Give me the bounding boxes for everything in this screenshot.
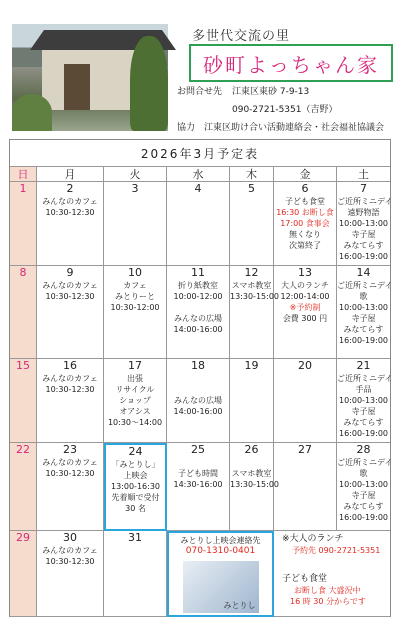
- day-number: 18: [191, 359, 205, 372]
- day-number: 3: [131, 182, 139, 195]
- event-line: 手品: [355, 385, 372, 394]
- event-line: 30 名: [125, 504, 146, 513]
- event-line: 寺子屋: [351, 314, 376, 323]
- day-cell: [10, 182, 37, 266]
- event-line: 先着順で受付: [111, 493, 160, 502]
- event-line: ご近所ミニデイ: [337, 458, 393, 467]
- event-line: ご近所ミニデイ: [337, 281, 393, 290]
- day-number: 30: [63, 531, 77, 544]
- day-cell: [10, 359, 37, 443]
- day-number: 13: [298, 266, 312, 279]
- day-cell: [337, 359, 393, 443]
- contact-label: お問合せ先: [177, 87, 223, 97]
- phone: 090-2721-5351（吉野）: [232, 105, 338, 115]
- subtitle: 多世代交流の里: [192, 29, 291, 44]
- calendar-table: [9, 139, 391, 617]
- note-lunch-reserve: 予約先 090-2721-5351: [292, 546, 381, 555]
- poster-image: [183, 561, 259, 613]
- day-cell: [337, 266, 393, 359]
- house-photo: [12, 24, 168, 131]
- event-line: [167, 373, 229, 384]
- day-number: 23: [63, 443, 77, 456]
- weekday-header: 月: [37, 167, 104, 182]
- event-line: みんなのカフェ: [42, 374, 98, 383]
- event-line: みんなのカフェ: [42, 458, 98, 467]
- event-line: みとりーと: [115, 292, 155, 301]
- event-line: 14:30-16:00: [173, 480, 223, 489]
- note-contact: [167, 531, 274, 617]
- event-line: [167, 384, 229, 395]
- day-number: 26: [244, 443, 259, 456]
- event-line: 歌: [359, 469, 368, 478]
- day-cell: [274, 182, 337, 266]
- event-line: みんなのカフェ: [42, 281, 98, 290]
- header: [0, 0, 401, 135]
- event-line: [230, 457, 273, 468]
- event-line: 出張: [127, 374, 143, 383]
- event-line: みなてらす: [343, 241, 384, 250]
- title-box: [189, 44, 393, 82]
- event-line: 10:00-13:00: [339, 480, 388, 489]
- day-cell: [167, 182, 230, 266]
- day-number: 29: [16, 531, 30, 544]
- event-line: みんなの広場: [174, 314, 222, 323]
- note-lunch: [274, 531, 390, 617]
- day-cell: [274, 359, 337, 443]
- day-cell: [104, 182, 167, 266]
- event-line: 上映会: [123, 471, 148, 480]
- event-line: 14:00-16:00: [173, 407, 223, 416]
- day-cell: [37, 359, 104, 443]
- event-line: 寺子屋: [351, 491, 376, 500]
- event-line: 折り紙教室: [178, 281, 218, 290]
- poster-title: みとりし: [223, 601, 256, 610]
- event-line: 無くなり: [289, 230, 321, 239]
- event-line: オアシス: [119, 407, 151, 416]
- event-line: カフェ: [123, 281, 147, 290]
- day-cell: [230, 359, 274, 443]
- event-line: みなてらす: [343, 418, 384, 427]
- day-cell: [230, 443, 279, 531]
- day-number: 6: [301, 182, 309, 195]
- day-number: 22: [16, 443, 30, 456]
- event-line: 10:30-12:30: [45, 385, 95, 394]
- event-line: 10:30-12:30: [45, 469, 95, 478]
- day-cell: [10, 531, 37, 617]
- event-line: 10:00-12:00: [173, 292, 223, 301]
- day-cell: [104, 266, 167, 359]
- event-line: 10:30-12:30: [45, 208, 95, 217]
- day-number: 15: [16, 359, 30, 372]
- event-line: 次第終了: [289, 241, 321, 250]
- day-number: 1: [19, 182, 27, 195]
- day-cell: [104, 531, 167, 617]
- event-line: みなてらす: [343, 502, 384, 511]
- event-line: 10:30-12:30: [45, 557, 95, 566]
- weekday-header: 水: [167, 167, 230, 182]
- event-line: ご近所ミニデイ: [337, 197, 393, 206]
- day-cell: [230, 266, 279, 359]
- event-line: みなてらす: [343, 325, 384, 334]
- weekday-header: 土: [337, 167, 390, 182]
- event-line: 大人のランチ: [281, 281, 329, 290]
- day-cell: [167, 359, 230, 443]
- day-number: 4: [194, 182, 202, 195]
- event-line: 遠野物語: [347, 208, 380, 217]
- event-line: 10:30～14:00: [107, 418, 163, 427]
- page-title: 砂町よっちゃん家: [203, 52, 379, 77]
- day-cell: [10, 266, 37, 359]
- day-cell: [104, 359, 167, 443]
- day-number: 21: [356, 359, 371, 372]
- event-line: 10:30-12:00: [110, 303, 160, 312]
- day-number: 25: [191, 443, 205, 456]
- day-cell: [274, 443, 337, 531]
- event-line: 子ども食堂: [285, 197, 325, 206]
- event-line: みんなのカフェ: [42, 546, 98, 555]
- event-line: 14:00-16:00: [173, 325, 223, 334]
- day-number: 16: [63, 359, 77, 372]
- event-line: 13:00-16:30: [111, 482, 160, 491]
- event-line: 10:00-13:00: [339, 396, 388, 405]
- weekday-header: 金: [274, 167, 337, 182]
- event-line: 「みとりし」: [111, 460, 160, 469]
- day-cell: [230, 182, 274, 266]
- note-contact-label: みとりし上映会連絡先: [180, 536, 261, 545]
- day-number: 28: [356, 443, 371, 456]
- event-line: みんなの広場: [174, 396, 222, 405]
- weekday-header: 日: [10, 167, 37, 182]
- event-line: 10:30-12:30: [45, 292, 95, 301]
- day-cell: [337, 443, 393, 531]
- event-line: [167, 302, 229, 313]
- kids-note-2: 16 時 30 分からです: [290, 597, 366, 606]
- day-number: 5: [248, 182, 255, 195]
- event-line: [167, 457, 229, 468]
- address: 江東区東砂 7-9-13: [232, 87, 310, 97]
- day-cell: [37, 266, 104, 359]
- event-line: 10:00-13:00: [339, 219, 388, 228]
- kids-note-1: お断し食 大盛況中: [294, 586, 361, 595]
- event-line: ご近所ミニデイ: [337, 374, 393, 383]
- event-line: 13:30-15:00: [230, 292, 279, 301]
- event-line: 10:00-13:00: [339, 303, 388, 312]
- day-number: 10: [128, 266, 142, 279]
- day-number: 27: [298, 443, 312, 456]
- day-number: 12: [244, 266, 259, 279]
- day-cell: [37, 182, 104, 266]
- event-line: 13:30-15:00: [230, 480, 279, 489]
- coop-text: 江東区助け合い活動連絡会・社会福祉協議会: [204, 123, 385, 133]
- event-line: 子ども時間: [178, 469, 218, 478]
- weekday-header: 火: [104, 167, 167, 182]
- event-line: 寺子屋: [351, 230, 376, 239]
- day-number: 9: [66, 266, 74, 279]
- event-line: 16:00-19:00: [339, 252, 388, 261]
- day-cell: [104, 443, 167, 531]
- event-line: 16:30 お断し食: [276, 208, 334, 217]
- day-cell: [167, 443, 230, 531]
- event-line: 17:00 食事会: [280, 219, 330, 228]
- day-cell: [167, 266, 230, 359]
- day-cell: [37, 531, 104, 617]
- calendar-caption: 2026年3月予定表: [10, 140, 390, 167]
- event-line: 会費 300 円: [282, 314, 328, 323]
- event-line: ※予約制: [289, 303, 321, 312]
- day-cell: [274, 266, 337, 359]
- event-line: リサイクル: [115, 385, 155, 394]
- event-line: 歌: [359, 292, 368, 301]
- day-number: 19: [244, 359, 259, 372]
- day-number: 31: [128, 531, 142, 544]
- event-line: ショップ: [119, 396, 151, 405]
- event-line: みんなのカフェ: [42, 197, 98, 206]
- day-number: 8: [19, 266, 27, 279]
- event-line: 12:00-14:00: [280, 292, 330, 301]
- day-number: 7: [360, 182, 367, 195]
- day-cell: [10, 443, 37, 531]
- weekday-header: 木: [230, 167, 274, 182]
- kids-cafeteria: 子ども食堂: [282, 574, 328, 584]
- day-number: 20: [298, 359, 312, 372]
- event-line: 16:00-19:00: [339, 513, 388, 522]
- event-line: 16:00-19:00: [339, 429, 388, 438]
- coop-label: 協力: [177, 123, 196, 133]
- day-cell: [37, 443, 104, 531]
- day-number: 14: [356, 266, 371, 279]
- event-line: 寺子屋: [351, 407, 376, 416]
- event-line: 16:00-19:00: [339, 336, 388, 345]
- note-lunch-title: ※大人のランチ: [282, 534, 344, 544]
- day-number: 24: [128, 445, 143, 458]
- note-contact-phone: 070-1310-0401: [185, 546, 256, 556]
- event-line: スマホ教室: [231, 469, 272, 478]
- day-number: 11: [191, 266, 205, 279]
- event-line: スマホ教室: [231, 281, 272, 290]
- day-number: 17: [128, 359, 142, 372]
- day-number: 2: [66, 182, 74, 195]
- day-cell: [337, 182, 393, 266]
